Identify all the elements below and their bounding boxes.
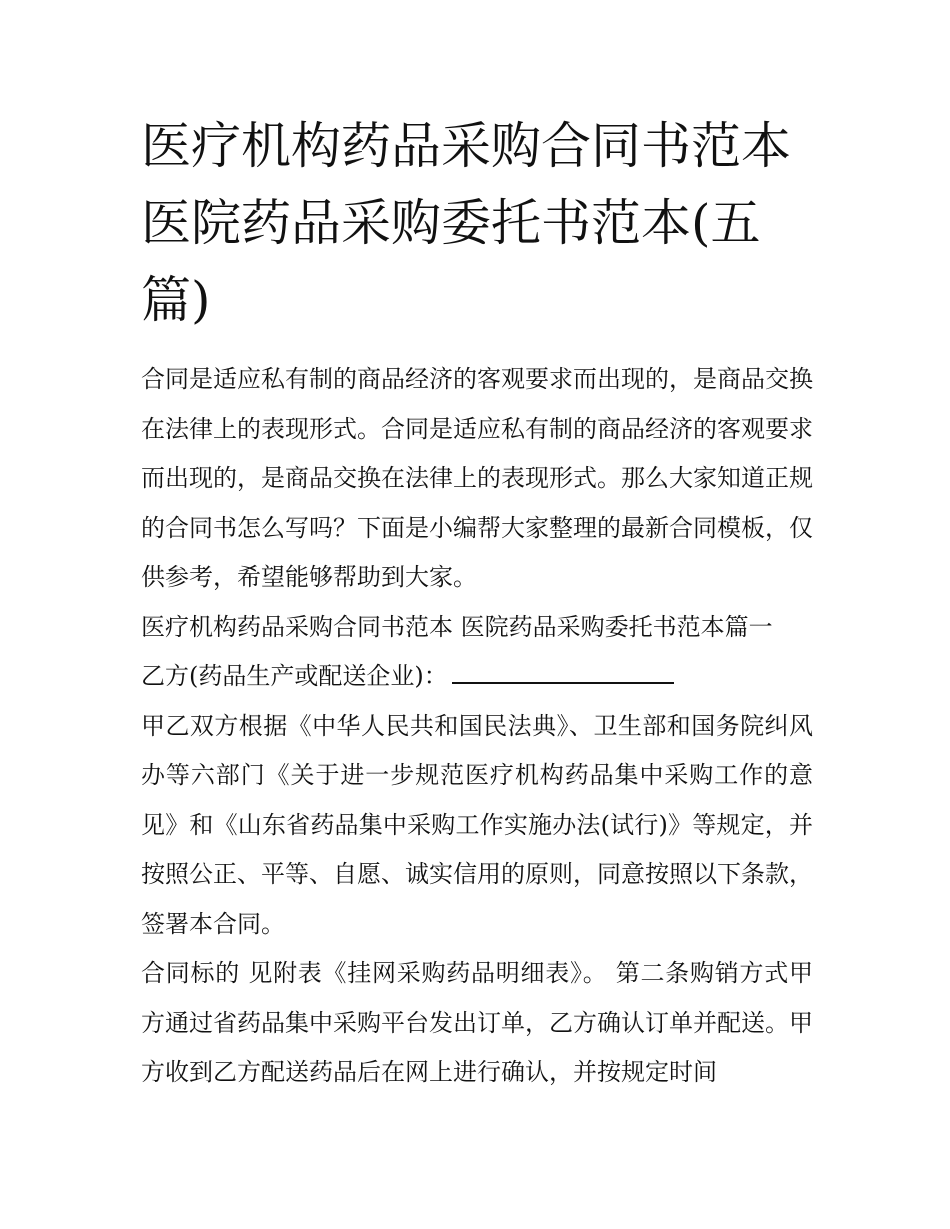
section-heading: 医疗机构药品采购合同书范本 医院药品采购委托书范本篇一 (141, 612, 773, 641)
intro-paragraph: 合同是适应私有制的商品经济的客观要求而出现的，是商品交换在法律上的表现形式。合同是适应私有制的商品经济的客观要求而出现的，是商品交换在法律上的表现形式。那么大家知道正规的合同书怎么写吗？下面是小编帮大家整理的最新合同模板，仅供参考，希望能够帮助到大家。 (141, 365, 813, 591)
document-page (141, 108, 813, 1098)
document-title: 医疗机构药品采购合同书范本 医院药品采购委托书范本(五篇) (141, 117, 791, 329)
party-b-label: 乙方(药品生产或配送企业)： (141, 662, 448, 690)
basis-paragraph: 甲乙双方根据《中华人民共和国民法典》、卫生部和国务院纠风办等六部门《关于进一步规范医疗机构药品集中采购工作的意见》和《山东省药品集中采购工作实施办法(试行)》等规定，并按照公正、平等、自愿、诚实信用的原则，同意按照以下条款，签署本合同。 (141, 711, 813, 938)
party-b-line (141, 652, 813, 702)
party-b-blank-field (452, 656, 674, 684)
subject-paragraph: 合同标的 见附表《挂网采购药品明细表》。 第二条购销方式甲方通过省药品集中采购平台发出订单，乙方确认订单并配送。甲方收到乙方配送药品后在网上进行确认，并按规定时间 (141, 959, 813, 1086)
